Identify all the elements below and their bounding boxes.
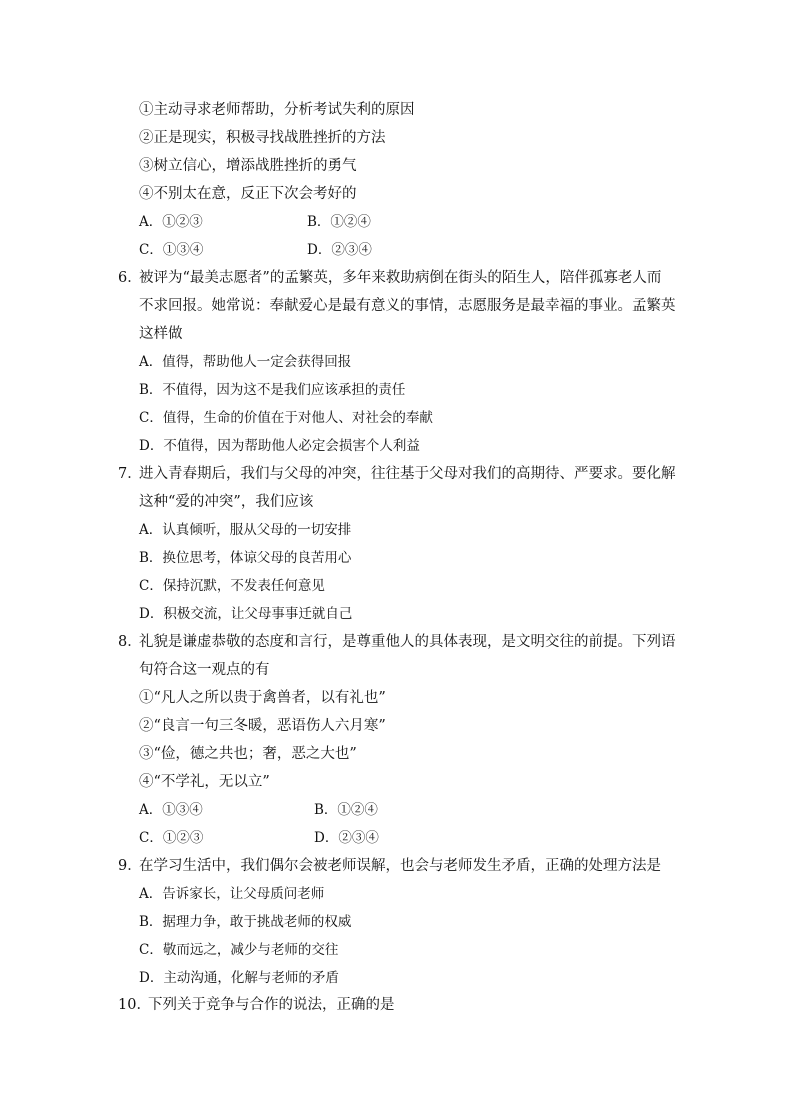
q9-option-b: B．据理力争，敢于挑战老师的权威 <box>139 914 352 930</box>
q9-option-c: C．敬而远之，减少与老师的交往 <box>139 942 339 958</box>
q5-item-2: ②正是现实，积极寻找战胜挫折的方法 <box>139 130 386 146</box>
q9-option-a: A．告诉家长，让父母质问老师 <box>139 886 325 902</box>
q6-option-a: A．值得，帮助他人一定会获得回报 <box>139 354 352 370</box>
q5-option-c: C．①③④ <box>139 242 204 258</box>
q5-option-a: A．①②③ <box>139 214 203 230</box>
q8-stem-line-1: 礼貌是谦虚恭敬的态度和言行，是尊重他人的具体表现，是文明交往的前提。下列语 <box>139 634 676 650</box>
q8-option-c: C．①②③ <box>139 830 204 846</box>
q6-stem-line-1: 被评为“最美志愿者”的孟繁英，多年来救助病倒在街头的陌生人，陪伴孤寡老人而 <box>139 270 662 286</box>
q6-stem-line-3: 这样做 <box>139 326 183 342</box>
q5-item-3: ③树立信心，增添战胜挫折的勇气 <box>139 158 357 174</box>
q6-option-b: B．不值得，因为这不是我们应该承担的责任 <box>139 382 406 398</box>
q8-number: 8． <box>118 634 142 650</box>
q7-option-c: C．保持沉默，不发表任何意见 <box>139 578 325 594</box>
q5-item-1: ①主动寻求老师帮助，分析考试失利的原因 <box>139 102 415 118</box>
q8-item-3: ③“俭，德之共也；奢，恶之大也” <box>139 746 357 762</box>
q7-option-d: D．积极交流，让父母事事迁就自己 <box>139 606 353 622</box>
q5-item-4: ④不别太在意，反正下次会考好的 <box>139 186 357 202</box>
q8-option-b: B．①②④ <box>314 802 378 818</box>
q5-option-b: B．①②④ <box>307 214 371 230</box>
q7-option-a: A．认真倾听，服从父母的一切安排 <box>139 522 352 538</box>
q9-number: 9． <box>118 858 142 874</box>
q8-option-a: A．①③④ <box>139 802 203 818</box>
q8-item-2: ②“良言一句三冬暖，恶语伤人六月寒” <box>139 718 386 734</box>
q7-stem-line-2: 这种“爱的冲突”，我们应该 <box>139 494 314 510</box>
q5-option-d: D．②③④ <box>307 242 372 258</box>
q8-stem-line-2: 句符合这一观点的有 <box>139 662 270 678</box>
q8-item-1: ①“凡人之所以贵于禽兽者，以有礼也” <box>139 690 386 706</box>
q6-option-d: D．不值得，因为帮助他人必定会损害个人利益 <box>139 438 420 454</box>
q8-option-d: D．②③④ <box>314 830 379 846</box>
q7-option-b: B．换位思考，体谅父母的良苦用心 <box>139 550 352 566</box>
q6-number: 6． <box>118 270 142 286</box>
q10-number: 10． <box>118 997 151 1013</box>
q9-option-d: D．主动沟通，化解与老师的矛盾 <box>139 970 339 986</box>
q6-stem-line-2: 不求回报。她常说：奉献爱心是最有意义的事情，志愿服务是最幸福的事业。孟繁英 <box>139 298 676 314</box>
q9-stem-line-1: 在学习生活中，我们偶尔会被老师误解，也会与老师发生矛盾，正确的处理方法是 <box>139 858 661 874</box>
q10-stem-line-1: 下列关于竞争与合作的说法，正确的是 <box>148 997 395 1013</box>
q7-number: 7． <box>118 466 142 482</box>
q7-stem-line-1: 进入青春期后，我们与父母的冲突，往往基于父母对我们的高期待、严要求。要化解 <box>139 466 676 482</box>
q6-option-c: C．值得，生命的价值在于对他人、对社会的奉献 <box>139 410 433 426</box>
q8-item-4: ④“不学礼，无以立” <box>139 774 270 790</box>
